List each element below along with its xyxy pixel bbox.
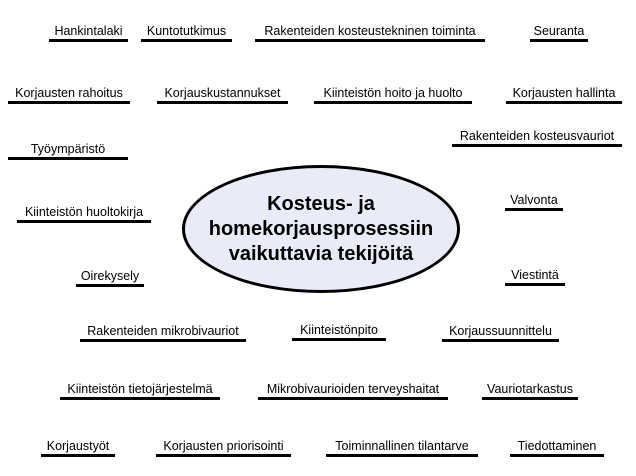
factor-korjausten-hallinta: Korjausten hallinta xyxy=(506,84,622,104)
factor-korjaustyot: Korjaustyöt xyxy=(41,437,115,457)
factor-rakenteiden-kosteustekninen-toiminta: Rakenteiden kosteustekninen toiminta xyxy=(255,22,485,42)
factor-korjaussuunnittelu: Korjaussuunnittelu xyxy=(442,322,559,342)
factor-kiinteiston-hoito-ja-huolto: Kiinteistön hoito ja huolto xyxy=(314,84,472,104)
factor-viestinta: Viestintä xyxy=(505,266,565,286)
factor-seuranta: Seuranta xyxy=(530,22,588,42)
factor-mikrobivaurioiden-terveyshaitat: Mikrobivaurioiden terveyshaitat xyxy=(258,380,448,400)
factor-kiinteiston-tietojarjestelma: Kiinteistön tietojärjestelmä xyxy=(60,380,220,400)
factor-tyoymparisto: Työympäristö xyxy=(8,140,128,160)
factor-korjausten-priorisointi: Korjausten priorisointi xyxy=(156,437,291,457)
factor-rakenteiden-kosteusvauriot: Rakenteiden kosteusvauriot xyxy=(452,127,622,147)
factor-oirekysely: Oirekysely xyxy=(76,267,144,287)
factor-kuntotutkimus: Kuntotutkimus xyxy=(141,22,232,42)
factor-tiedottaminen: Tiedottaminen xyxy=(510,437,604,457)
factor-hankintalaki: Hankintalaki xyxy=(49,22,128,42)
factor-kiinteistonpito: Kiinteistönpito xyxy=(292,321,386,341)
central-topic-ellipse xyxy=(182,165,460,293)
factor-korjauskustannukset: Korjauskustannukset xyxy=(157,84,288,104)
factor-valvonta: Valvonta xyxy=(505,191,563,211)
factor-korjausten-rahoitus: Korjausten rahoitus xyxy=(8,84,130,104)
factor-kiinteiston-huoltokirja: Kiinteistön huoltokirja xyxy=(17,203,151,223)
factor-rakenteiden-mikrobivauriot: Rakenteiden mikrobivauriot xyxy=(80,322,246,342)
factor-vauriotarkastus: Vauriotarkastus xyxy=(482,380,578,400)
central-topic-title: Kosteus- ja homekorjausprosessiin vaikuttavia tekijöitä xyxy=(208,192,434,265)
factor-toiminnallinen-tilantarve: Toiminnallinen tilantarve xyxy=(326,437,478,457)
